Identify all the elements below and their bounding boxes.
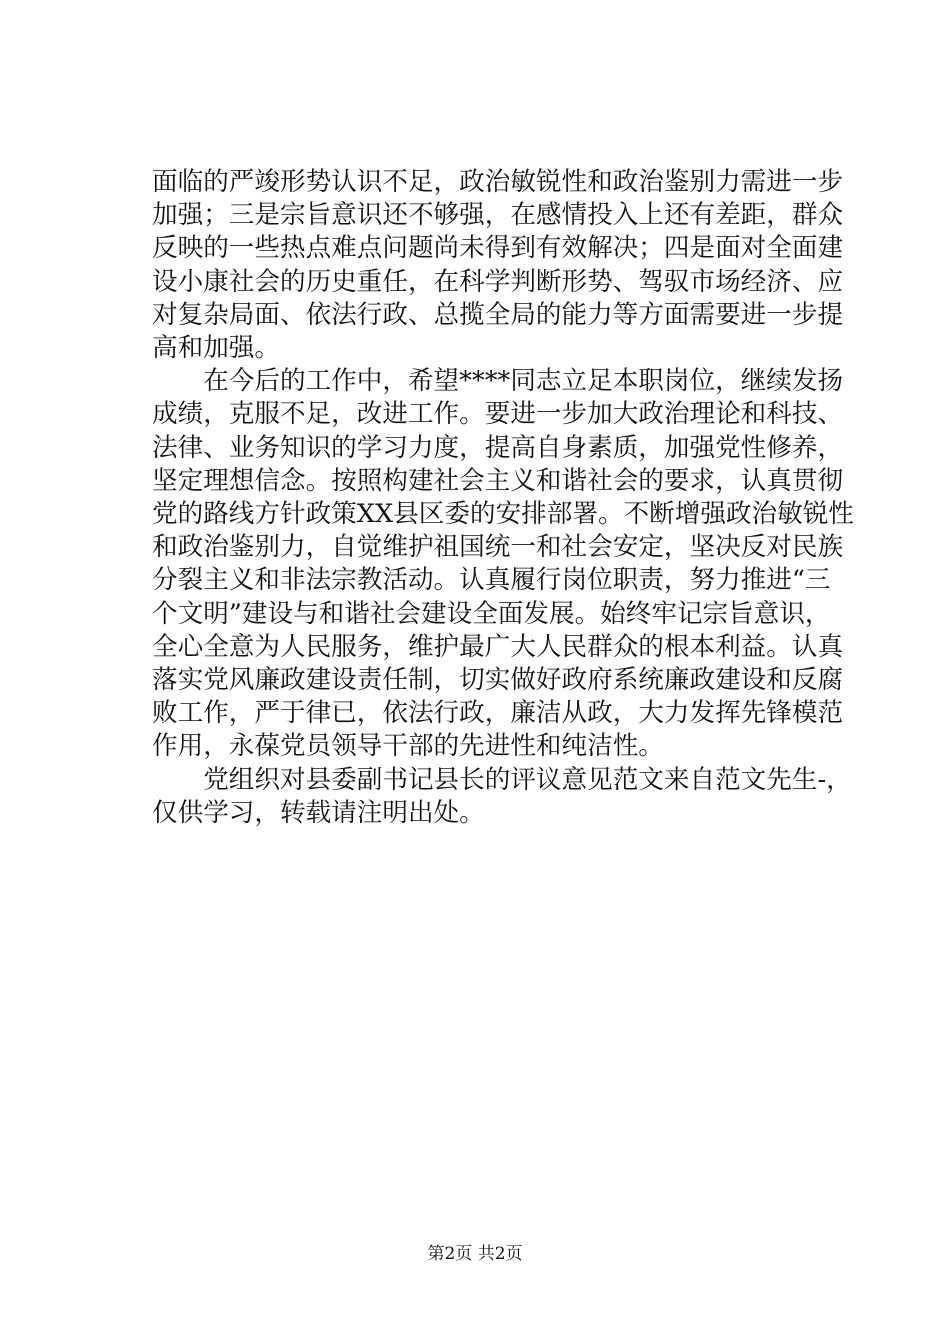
- text-line: 坚定理想信念。按照构建社会主义和谐社会的要求，认真贯彻: [152, 465, 844, 496]
- text-line: 仅供学习，转载请注明出处。: [152, 797, 485, 828]
- paragraph: [152, 764, 852, 830]
- paragraph: [152, 365, 854, 763]
- text-line: 在今后的工作中，希望****同志立足本职岗位，继续发扬: [152, 366, 844, 397]
- text-line: 和政治鉴别力，自觉维护祖国统一和社会安定，坚决反对民族: [152, 532, 844, 563]
- text-line: 反映的一些热点难点问题尚未得到有效解决；四是面对全面建: [152, 233, 844, 264]
- text-line: 败工作，严于律已，依法行政，廉洁从政，大力发挥先锋模范: [152, 698, 844, 729]
- text-line: 设小康社会的历史重任，在科学判断形势、驾驭市场经济、应: [152, 266, 844, 297]
- text-line: 落实党风廉政建设责任制，切实做好政府系统廉政建设和反腐: [152, 665, 844, 696]
- text-line: 面临的严竣形势认识不足，政治敏锐性和政治鉴别力需进一步: [152, 167, 844, 197]
- page-footer: 第2页 共2页: [427, 1244, 523, 1264]
- text-line: 党组织对县委副书记县长的评议意见范文来自范文先生-，: [152, 764, 852, 795]
- text-line: 分裂主义和非法宗教活动。认真履行岗位职责，努力推进“三: [152, 565, 831, 596]
- text-line: 党的路线方针政策XX县区委的安排部署。不断增强政治敏锐性: [152, 499, 854, 530]
- text-line: 对复杂局面、依法行政、总揽全局的能力等方面需要进一步提: [152, 299, 844, 330]
- text-line: 全心全意为人民服务，维护最广大人民群众的根本利益。认真: [152, 631, 844, 662]
- text-line: 作用，永葆党员领导干部的先进性和纯洁性。: [152, 731, 664, 762]
- text-line: 成绩，克服不足，改进工作。要进一步加大政治理论和科技、: [152, 399, 844, 430]
- text-line: 法律、业务知识的学习力度，提高自身素质，加强党性修养，: [152, 432, 844, 463]
- text-line: 高和加强。: [152, 333, 280, 364]
- document-body: [152, 166, 854, 830]
- paragraph: [152, 166, 844, 365]
- text-line: 加强；三是宗旨意识还不够强，在感情投入上还有差距，群众: [152, 200, 844, 231]
- text-line: 个文明”建设与和谐社会建设全面发展。始终牢记宗旨意识，: [152, 598, 831, 629]
